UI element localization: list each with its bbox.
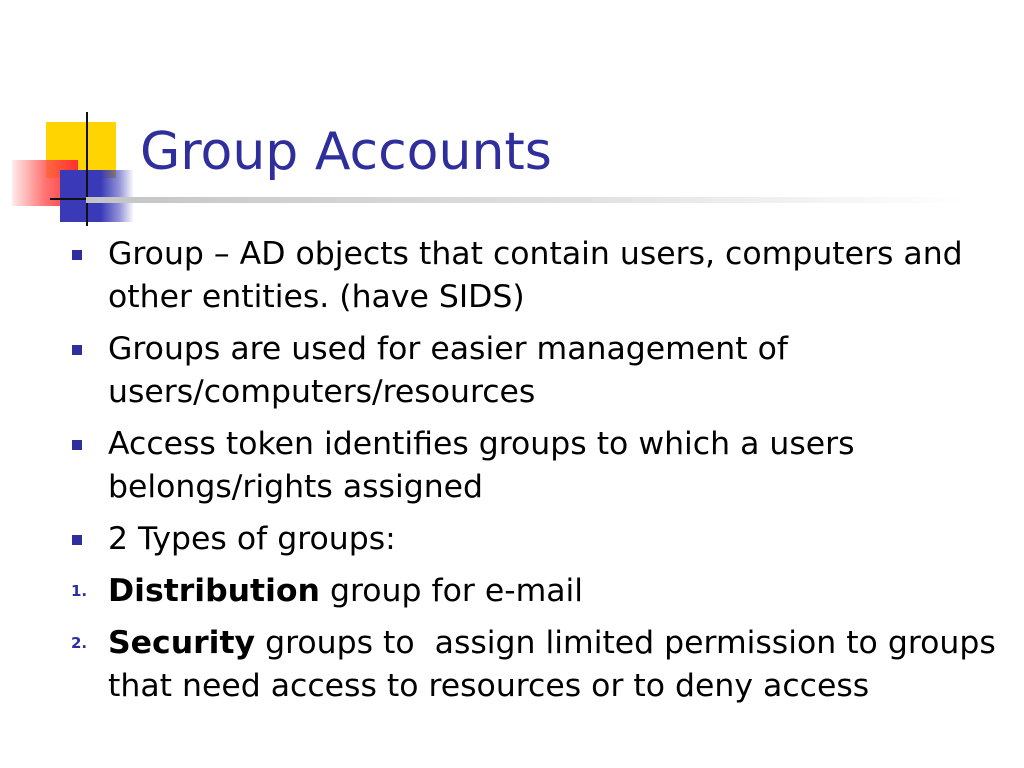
bullet-item bbox=[108, 233, 998, 319]
bullet-item bbox=[108, 518, 998, 561]
bullet-text: 2 Types of groups: bbox=[108, 521, 396, 557]
numbered-bold-term: Security bbox=[108, 625, 256, 661]
numbered-text: groups to assign limited permission to groups that need access to resources or to deny access bbox=[108, 625, 1006, 704]
title-underline bbox=[86, 197, 966, 203]
bullet-item bbox=[108, 328, 998, 414]
bullet-square-icon bbox=[72, 440, 82, 450]
slide-content bbox=[71, 233, 1006, 717]
numbered-bold-term: Distribution bbox=[108, 573, 320, 609]
bullet-text: Access token identifies groups to which a users belongs/rights assigned bbox=[108, 426, 855, 505]
bullet-item bbox=[108, 423, 998, 509]
bullet-text: Groups are used for easier management of users/computers/resources bbox=[108, 331, 788, 410]
bullet-square-icon bbox=[72, 250, 82, 260]
numbered-item bbox=[71, 570, 998, 613]
numbered-item bbox=[71, 622, 1006, 708]
slide-title: Group Accounts bbox=[140, 122, 552, 182]
list-number: 2. bbox=[71, 634, 88, 652]
bullet-square-icon bbox=[72, 535, 82, 545]
numbered-text: group for e-mail bbox=[319, 573, 584, 609]
logo-vertical-line bbox=[86, 112, 88, 226]
logo-blue-square bbox=[60, 170, 134, 222]
list-number: 1. bbox=[71, 582, 88, 600]
bullet-text: Group – AD objects that contain users, computers and other entities. (have SIDS) bbox=[108, 236, 963, 315]
bullet-square-icon bbox=[72, 345, 82, 355]
